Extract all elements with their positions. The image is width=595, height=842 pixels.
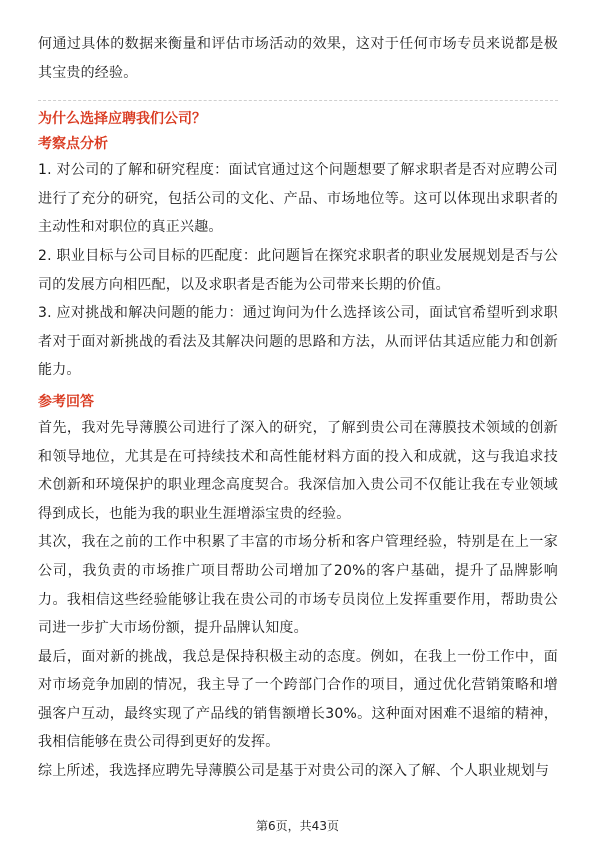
answer-paragraph: 其次，我在之前的工作中积累了丰富的市场分析和客户管理经验，特别是在上一家公司，我负责的市场推广项目帮助公司增加了20%的客户基础，提升了品牌影响力。我相信这些经验能够让我在贵公司的市场专员岗位上发挥重要作用，帮助贵公司进一步扩大市场份额，提升品牌认知度。 — [38, 534, 558, 637]
analysis-point: 3. 应对挑战和解决问题的能力：通过询问为什么选择该公司，面试官希望听到求职者对于面对新挑战的看法及其解决问题的思路和方法，从而评估其适应能力和创新能力。 — [38, 305, 558, 379]
section-divider — [38, 100, 558, 101]
intro-paragraph: 何通过具体的数据来衡量和评估市场活动的效果，这对于任何市场专员来说都是极其宝贵的经验。 — [38, 36, 558, 81]
analysis-point: 1. 对公司的了解和研究程度：面试官通过这个问题想要了解求职者是否对应聘公司进行了充分的研究，包括公司的文化、产品、市场地位等。这可以体现出求职者的主动性和对职位的真正兴趣。 — [38, 162, 558, 236]
document-page — [38, 30, 558, 786]
analysis-heading: 考察点分析 — [38, 136, 108, 153]
answer-paragraph: 综上所述，我选择应聘先导薄膜公司是基于对贵公司的深入了解、个人职业规划与 — [38, 763, 550, 780]
answer-paragraph: 首先，我对先导薄膜公司进行了深入的研究，了解到贵公司在薄膜技术领域的创新和领导地位，尤其是在可持续技术和高性能材料方面的投入和成就，这与我追求技术创新和环境保护的职业理念高度契合。我深信加入贵公司不仅能让我在专业领域得到成长，也能为我的职业生涯增添宝贵的经验。 — [38, 419, 558, 522]
interview-question: 为什么选择应聘我们公司？ — [38, 111, 206, 128]
answer-paragraph: 最后，面对新的挑战，我总是保持积极主动的态度。例如，在我上一份工作中，面对市场竞争加剧的情况，我主导了一个跨部门合作的项目，通过优化营销策略和增强客户互动，最终实现了产品线的销售额增长30%。这种面对困难不退缩的精神，我相信能够在贵公司得到更好的发挥。 — [38, 648, 558, 751]
page-number-footer: 第6页，共43页 — [256, 819, 339, 833]
analysis-point: 2. 职业目标与公司目标的匹配度：此问题旨在探究求职者的职业发展规划是否与公司的发展方向相匹配，以及求职者是否能为公司带来长期的价值。 — [38, 247, 558, 293]
answer-heading: 参考回答 — [38, 393, 94, 410]
